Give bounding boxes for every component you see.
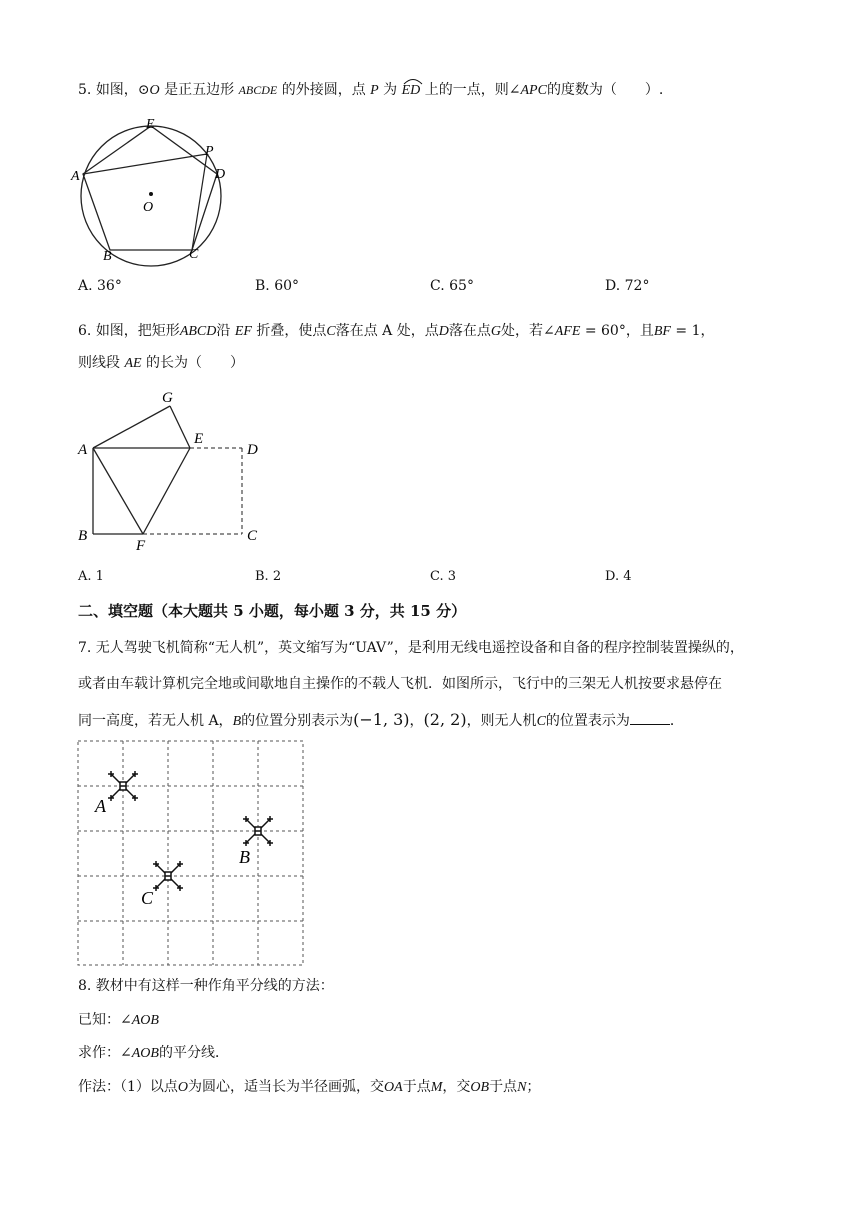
label-G: G bbox=[162, 390, 173, 406]
q5-option-b: B. 60° bbox=[255, 278, 300, 294]
label-A: A bbox=[78, 442, 88, 458]
label-F: F bbox=[136, 538, 146, 554]
q6-option-d: D. 4 bbox=[605, 569, 632, 584]
label-E: E bbox=[146, 117, 155, 132]
q6-option-c: C. 3 bbox=[430, 569, 457, 584]
q5-stem: 5. 如图，⊙O 是正五边形 ABCDE 的外接圆，点 P 为 ED 上的一点，则∠APC的度数为（ ）. bbox=[78, 80, 663, 101]
q8-method: 作法：（1）以点O为圆心，适当长为半径画弧，交OA于点M，交OB于点N； bbox=[78, 1079, 541, 1095]
q8-seek: 求作：∠AOB的平分线． bbox=[78, 1045, 229, 1061]
label-D: D bbox=[215, 167, 226, 182]
label-D: D bbox=[247, 442, 258, 458]
label-P: P bbox=[205, 144, 214, 159]
label-B: B bbox=[103, 249, 112, 264]
q5-option-d: D. 72° bbox=[605, 278, 650, 294]
q5-option-a: A. 36° bbox=[78, 278, 122, 294]
section-heading: 二、填空题（本大题共 5 小题，每小题 3 分，共 15 分） bbox=[78, 602, 467, 620]
q8-known: 已知：∠AOB bbox=[78, 1012, 159, 1028]
q6-stem-line1: 6. 如图，把矩形ABCD沿 EF 折叠，使点C落在点 A 处，点D落在点G处，若∠AFE = 60°，且BF = 1， bbox=[78, 323, 715, 339]
q6-stem-line2: 则线段 AE 的长为（ ） bbox=[78, 355, 245, 371]
arc-mark bbox=[402, 75, 424, 85]
q5-figure bbox=[71, 110, 235, 265]
q6-figure bbox=[72, 385, 272, 555]
label-O: O bbox=[143, 200, 154, 215]
arc-ed: ED bbox=[402, 80, 421, 101]
q6-option-a: A. 1 bbox=[78, 569, 104, 584]
grid-label-B: B bbox=[239, 847, 250, 867]
label-C: C bbox=[189, 247, 199, 262]
label-E: E bbox=[194, 431, 204, 447]
q7-line1: 7. 无人驾驶飞机简称“无人机”，英文缩写为“UAV”，是利用无线电遥控设备和自备的程序控制装置操纵的， bbox=[78, 640, 744, 656]
q8-line1: 8. 教材中有这样一种作角平分线的方法： bbox=[78, 978, 334, 994]
q5-option-c: C. 65° bbox=[430, 278, 474, 294]
label-A: A bbox=[71, 169, 80, 184]
grid-label-A: A bbox=[95, 796, 106, 816]
q7-line2: 或者由车载计算机完全地或间歇地自主操作的不载人飞机．如图所示，飞行中的三架无人机按要求悬停在 bbox=[78, 676, 722, 692]
q6-option-b: B. 2 bbox=[255, 569, 282, 584]
grid-label-C: C bbox=[141, 888, 154, 908]
q7-grid-figure bbox=[77, 740, 307, 968]
label-B: B bbox=[78, 528, 88, 544]
q7-line3: 同一高度，若无人机 A，B的位置分别表示为(−1, 3)，(2, 2)，则无人机C的位置表示为 ． bbox=[78, 710, 684, 729]
answer-blank[interactable] bbox=[630, 710, 670, 725]
label-C: C bbox=[247, 528, 258, 544]
